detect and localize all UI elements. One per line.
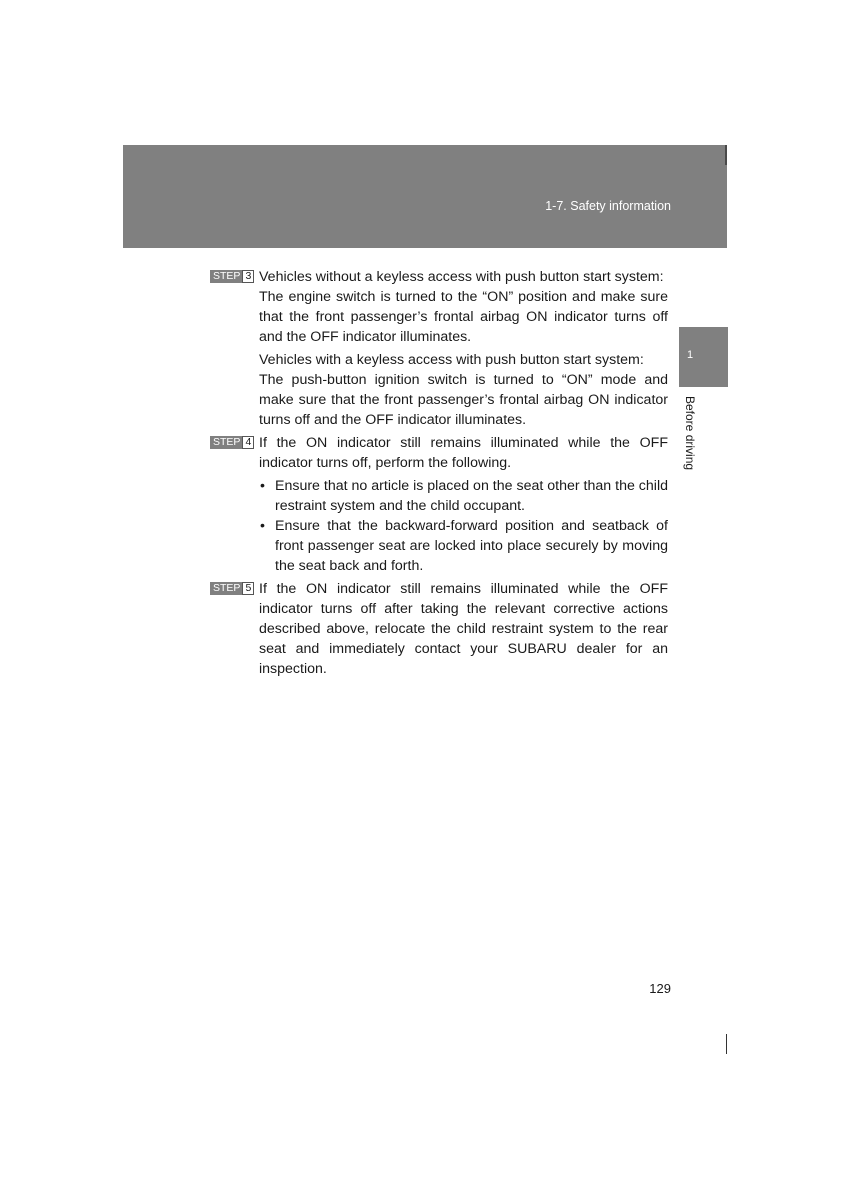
chapter-number: 1 — [687, 349, 694, 361]
bullet-text: Ensure that no article is placed on the seat other than the child restraint system and the child occupant. — [275, 478, 668, 514]
step-badge-number: 5 — [242, 582, 254, 595]
step-4 — [210, 433, 668, 576]
step-badge — [210, 582, 254, 595]
header-tick-mark — [725, 145, 727, 165]
step-badge-number: 4 — [242, 436, 254, 449]
step-paragraph: If the ON indicator still remains illuminated while the OFF indicator turns off after taking the relevant corrective actions described above, relocate the child restraint system to the rear seat and immediately contact your SUBARU dealer for an inspection. — [259, 581, 668, 677]
chapter-label: Before driving — [683, 396, 697, 471]
crop-mark — [726, 1034, 727, 1054]
step-badge — [210, 270, 254, 283]
step-paragraph: The push-button ignition switch is turned to “ON” mode and make sure that the front passenger’s frontal airbag ON indicator turns off and the OFF indicator illuminates. — [259, 372, 668, 428]
step-badge-word: STEP — [210, 436, 242, 449]
page-number: 129 — [649, 981, 671, 996]
step-badge — [210, 436, 254, 449]
bullet-dot-icon: • — [260, 518, 265, 534]
step-3 — [210, 267, 668, 430]
step-paragraph: Vehicles with a keyless access with push button start system: — [259, 352, 644, 368]
bullet-item — [259, 476, 668, 516]
step-badge-number: 3 — [242, 270, 254, 283]
step-paragraph: Vehicles without a keyless access with push button start system: — [259, 269, 664, 285]
step-5 — [210, 579, 668, 679]
main-content — [210, 267, 668, 682]
bullet-dot-icon: • — [260, 478, 265, 494]
step-paragraph: If the ON indicator still remains illuminated while the OFF indicator turns off, perform the following. — [259, 435, 668, 471]
step-badge-word: STEP — [210, 582, 242, 595]
chapter-tab — [679, 327, 728, 387]
header-band — [123, 145, 727, 248]
step-badge-word: STEP — [210, 270, 242, 283]
bullet-item — [259, 516, 668, 576]
step-paragraph: The engine switch is turned to the “ON” position and make sure that the front passenger’s frontal airbag ON indicator turns off and the OFF indicator illuminates. — [259, 289, 668, 345]
section-title: 1-7. Safety information — [545, 199, 671, 213]
bullet-text: Ensure that the backward-forward position and seatback of front passenger seat are locked into place securely by moving the seat back and forth. — [275, 518, 668, 574]
